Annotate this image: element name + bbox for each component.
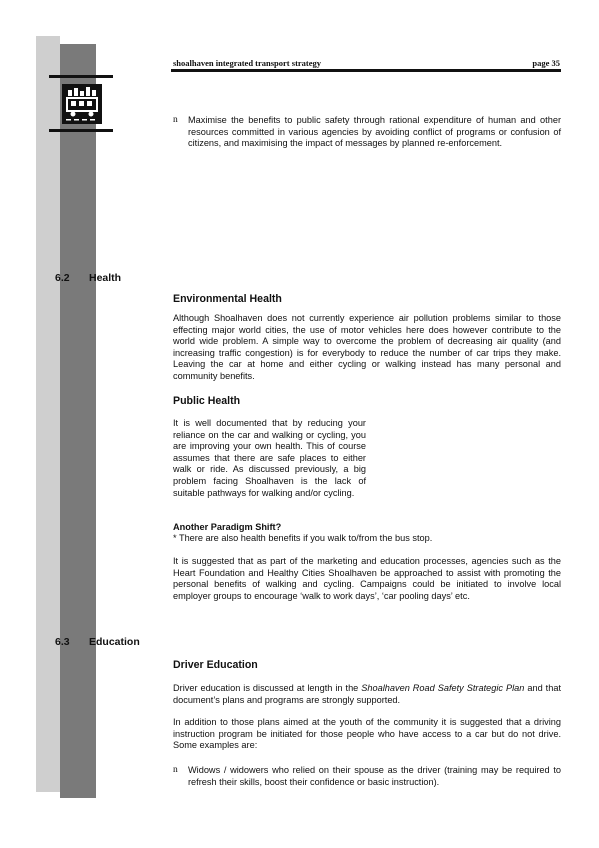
intro-bullet-text: Maximise the benefits to public safety through rational expenditure of human and other resources committed in various agencies by avoiding conflict of programs or confusion of citizens, and maximising the impact of messages by planned re-enforcement. bbox=[188, 115, 561, 149]
heading-environmental-health: Environmental Health bbox=[173, 293, 282, 305]
heading-public-health: Public Health bbox=[173, 395, 241, 407]
heading-another-paradigm-shift: Another Paradigm Shift? bbox=[173, 522, 282, 532]
driver-p1-after: and that document’s plans and programs are strongly supported. bbox=[173, 683, 561, 705]
public-health-paragraph: It is well documented that by reducing your reliance on the car and walking or cycling, you are improving your own health. This of course assumes that there are safe places to either walk or ride. As discussed previously, a big problem facing Shoalhaven is the lack of suitable pathways for walking and/or cycling. bbox=[173, 418, 366, 498]
marketing-paragraph: It is suggested that as part of the marketing and education processes, agencies such as the Heart Foundation and Healthy Cities Shoalhaven be approached to assist with promoting the personal benefits of walking and cycling. Campaigns could be initiated to involve local employer groups to encourage ‘walk to work days’, ‘car pooling days’ etc. bbox=[173, 556, 561, 601]
section-number-6-2: 6.2 bbox=[55, 272, 70, 284]
driver-education-paragraph-1 bbox=[173, 683, 561, 706]
bullet-marker: n bbox=[173, 115, 178, 125]
environmental-health-paragraph: Although Shoalhaven does not currently experience air pollution problems similar to those effecting major world cities, the use of motor vehicles here does however contribute to the world wide problem. A simple way to overcome the problem of decreasing air quality (and increasing traffic congestion) is for everybody to reduce the number of car trips they make. Leaving the car at home and either cycling or walking instead has many personal and community benefits. bbox=[173, 313, 561, 381]
running-header-title: shoalhaven integrated transport strategy bbox=[173, 58, 322, 68]
transport-logo-icon bbox=[62, 84, 102, 124]
driver-p1-before: Driver education is discussed at length in the bbox=[173, 683, 362, 693]
road-safety-plan-title: Shoalhaven Road Safety Strategic Plan bbox=[361, 683, 525, 693]
page-number: page 35 bbox=[532, 58, 560, 68]
section-title-health: Health bbox=[89, 272, 122, 284]
driver-education-paragraph-2: In addition to those plans aimed at the youth of the community it is suggested that a driving instruction program be initiated for those people who have access to a car but do not drive. Some examples are: bbox=[173, 717, 561, 751]
section-title-education: Education bbox=[89, 636, 140, 648]
header-rule bbox=[171, 69, 561, 72]
paradigm-note: * There are also health benefits if you walk to/from the bus stop. bbox=[173, 533, 433, 543]
logo-rule-bottom bbox=[49, 129, 113, 132]
section-number-6-3: 6.3 bbox=[55, 636, 70, 648]
heading-driver-education: Driver Education bbox=[173, 659, 258, 671]
intro-bullet-item bbox=[173, 115, 561, 150]
widows-bullet-text: Widows / widowers who relied on their spouse as the driver (training may be required to refresh their skills, boost their confidence or basic instruction). bbox=[188, 765, 561, 787]
margin-bar-dark bbox=[60, 44, 96, 798]
widows-bullet-item bbox=[173, 765, 561, 788]
logo-rule-top bbox=[49, 75, 113, 78]
bullet-marker: n bbox=[173, 765, 178, 775]
margin-bar-light bbox=[36, 36, 60, 792]
